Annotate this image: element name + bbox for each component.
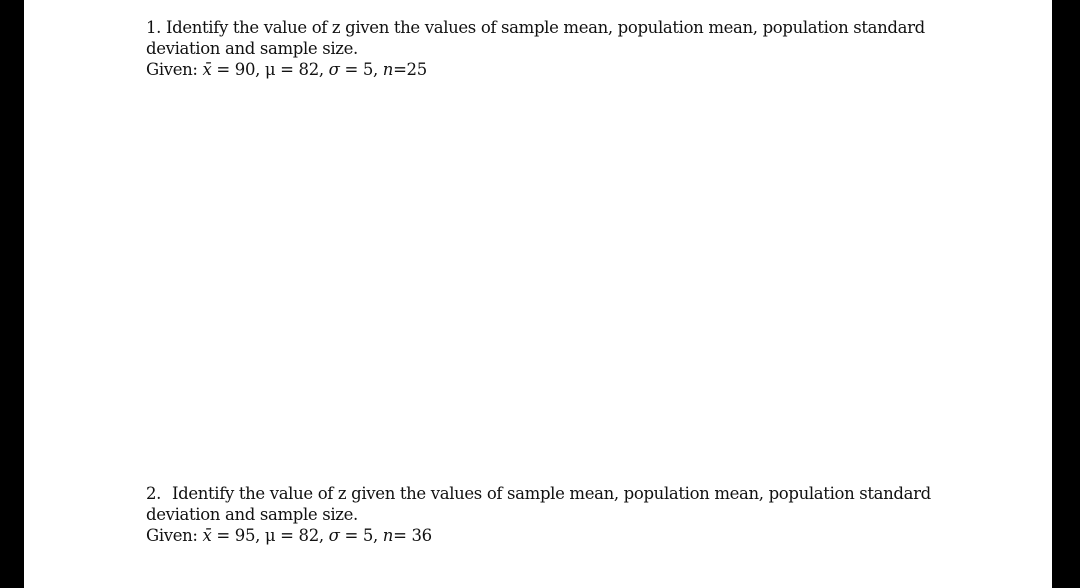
problem-2-statement-line-1 [146, 483, 1006, 504]
problem-2-sigma-value: = 5, [344, 526, 378, 545]
problem-1-mu-symbol: μ [264, 60, 276, 79]
problem-1-xbar-value: = 90, [216, 60, 260, 79]
problem-1-n-symbol: n [382, 60, 394, 79]
problem-2-sigma-symbol: σ [328, 526, 340, 545]
problem-2-xbar-value: = 95, [216, 526, 260, 545]
problem-2-text-line-1: Identify the value of z given the values of sample mean, population mean, population standard [171, 484, 931, 503]
problem-2-given-label: Given: [146, 526, 198, 545]
problem-1-statement-line-1 [146, 17, 1006, 38]
problem-2-given [146, 525, 1006, 546]
problem-1-given [146, 59, 1006, 80]
document-page [24, 0, 1052, 588]
problem-2-number: 2. [146, 484, 162, 503]
problem-1-n-value: =25 [393, 60, 427, 79]
problem-2-n-value: = 36 [393, 526, 432, 545]
problem-1-text-line-1: Identify the value of z given the values of sample mean, population mean, population standard [165, 18, 925, 37]
problem-2-text-line-2: deviation and sample size. [146, 505, 358, 524]
problem-1-given-label: Given: [146, 60, 198, 79]
problem-1-sigma-symbol: σ [328, 60, 340, 79]
problem-2 [146, 483, 1006, 546]
problem-1-mu-value: = 82, [280, 60, 324, 79]
problem-1-number: 1. [146, 18, 162, 37]
problem-1-sigma-value: = 5, [344, 60, 378, 79]
problem-2-n-symbol: n [382, 526, 394, 545]
problem-2-xbar-symbol: x̄ [202, 526, 212, 545]
problem-1-text-line-2: deviation and sample size. [146, 39, 358, 58]
problem-2-mu-symbol: μ [264, 526, 276, 545]
problem-2-mu-value: = 82, [280, 526, 324, 545]
problem-1 [146, 17, 1006, 80]
problem-1-xbar-symbol: x̄ [202, 60, 212, 79]
